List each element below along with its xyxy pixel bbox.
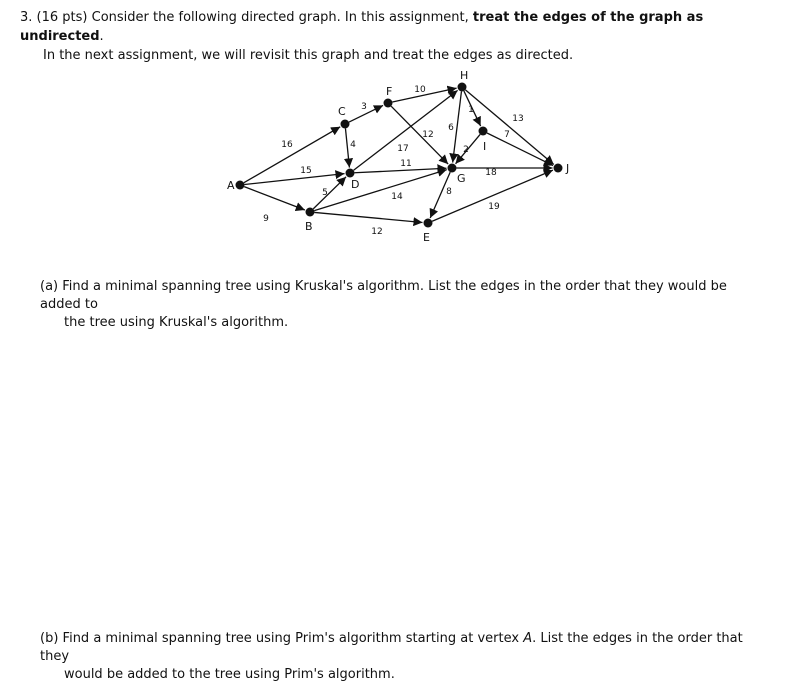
vertex-d (346, 169, 355, 178)
edge-weight-a-d: 15 (300, 166, 312, 176)
vertex-label-b: B (305, 220, 313, 233)
edge-weight-h-j: 13 (512, 114, 524, 124)
problem-points: (16 pts) (36, 10, 88, 25)
vertex-f (384, 99, 393, 108)
part-b-vertex: A (523, 631, 533, 646)
problem-emphasis: treat the edges of the graph as undirected (20, 10, 704, 44)
edge-b-g (314, 170, 446, 211)
edge-weight-i-j: 7 (504, 130, 510, 140)
edge-weight-h-i: 1 (468, 105, 474, 115)
vertex-j (554, 164, 563, 173)
edge-weight-b-d: 5 (322, 188, 328, 198)
edge-weight-i-g: 2 (463, 145, 469, 155)
part-a-text-1: Find a minimal spanning tree using Kruskal's algorithm. List the edges in the order that they would be added to (40, 279, 727, 312)
vertex-label-d: D (351, 178, 360, 191)
edge-weight-c-d: 4 (350, 140, 356, 150)
part-b-line-1 (40, 630, 768, 666)
edge-weight-c-f: 3 (361, 102, 367, 112)
edge-weight-d-h: 17 (397, 144, 409, 154)
problem-number: 3. (20, 10, 33, 25)
edge-a-d (244, 174, 344, 185)
part-a-label: (a) (40, 279, 59, 294)
edge-c-d (345, 128, 349, 167)
vertex-i (479, 127, 488, 136)
problem-line-2: In the next assignment, we will revisit this graph and treat the edges as directed. (43, 48, 574, 63)
edge-a-c (244, 127, 340, 183)
vertex-label-j: J (566, 162, 570, 175)
vertex-b (306, 208, 315, 217)
edge-weight-b-g: 14 (391, 192, 403, 202)
edge-weight-a-b: 9 (263, 214, 269, 224)
edge-b-e (314, 212, 422, 222)
vertex-label-g: G (457, 172, 466, 185)
edge-weight-g-e: 8 (446, 187, 452, 197)
part-a-line-1 (40, 278, 768, 314)
vertex-label-h: H (460, 69, 469, 82)
vertex-e (424, 219, 433, 228)
edge-i-j (487, 133, 553, 166)
problem-intro: Consider the following directed graph. In this assignment, (91, 10, 469, 25)
vertex-h (458, 83, 467, 92)
part-a-line-2: the tree using Kruskal's algorithm. (64, 315, 289, 330)
vertex-label-c: C (338, 105, 346, 118)
edge-h-g (453, 91, 462, 162)
vertex-label-i: I (483, 140, 487, 153)
problem-period: . (99, 29, 104, 44)
vertex-a (236, 181, 245, 190)
vertex-label-e: E (423, 231, 430, 244)
vertex-label-f: F (386, 85, 393, 98)
edge-weight-d-g: 11 (400, 159, 412, 169)
edge-weight-b-e: 12 (371, 227, 383, 237)
edge-weight-g-j: 18 (485, 168, 497, 178)
part-b-label: (b) (40, 631, 59, 646)
vertex-c (341, 120, 350, 129)
edge-weight-f-g: 12 (422, 130, 434, 140)
edge-weight-e-j: 19 (488, 202, 500, 212)
vertex-label-a: A (227, 179, 235, 192)
edge-b-d (313, 177, 346, 209)
part-b-text-1b: . List the edges in the order that they (40, 631, 743, 664)
part-b-text-1: Find a minimal spanning tree using Prim's algorithm starting at vertex (62, 631, 520, 646)
edge-weight-f-h: 10 (414, 85, 426, 95)
part-a-question (40, 278, 768, 332)
edge-a-b (244, 187, 305, 210)
part-b-question (40, 630, 768, 684)
part-b-line-2: would be added to the tree using Prim's algorithm. (64, 667, 395, 682)
vertex-g (448, 164, 457, 173)
edge-h-j (465, 90, 553, 165)
edge-weight-a-c: 16 (281, 140, 293, 150)
edge-weight-h-g: 6 (448, 123, 454, 133)
